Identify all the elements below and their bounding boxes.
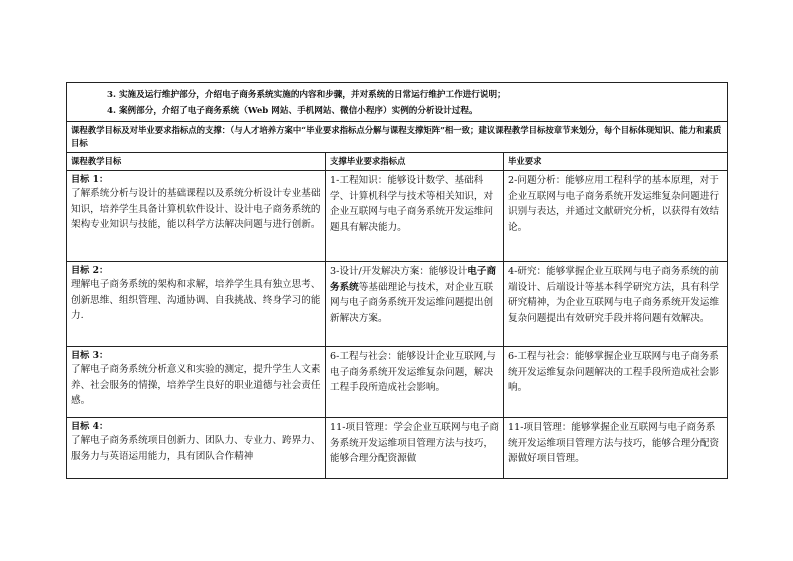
header-row	[67, 152, 727, 170]
objective-label: 目标 2：	[71, 265, 109, 276]
indicator-text-bold: 电子商务系统	[330, 266, 497, 293]
indicator-text-post: 等基础理论与技术，对企业互联网与电子商务系统开发运维问题提出创新解决方案。	[330, 281, 494, 324]
indicator-text-pre: 3-设计/开发解决方案：能够设计	[330, 266, 468, 277]
header-objective: 课程教学目标	[71, 156, 122, 166]
table-row	[67, 170, 727, 261]
requirement-cell	[503, 171, 727, 261]
intro-line-3: 3. 实施及运行维护部分，介绍电子商务系统实施的内容和步骤，并对系统的日常运行维护工作进行说明；	[107, 90, 506, 100]
requirement-cell	[503, 347, 727, 417]
objective-cell	[67, 262, 325, 346]
objectives-intro-text: 课程教学目标及对毕业要求指标点的支撑：（与人才培养方案中“毕业要求指标点分解与课程支撑矩阵”相一致；建议课程教学目标按章节来划分，每个目标体现知识、能力和素质目标	[71, 125, 722, 148]
requirement-cell	[503, 262, 727, 346]
indicator-cell	[325, 347, 503, 417]
objective-text: 理解电子商务系统的架构和求解，培养学生具有独立思考、创新思维、组织管理、沟通协调、自我挑战、终身学习的能力.	[71, 279, 321, 322]
objective-cell	[67, 418, 325, 478]
requirement-text: 2-问题分析：能够应用工程科学的基本原理，对于企业互联网与电子商务系统开发运维复杂问题进行识别与表达，并通过文献研究分析，以获得有效结论。	[508, 175, 720, 233]
objective-cell	[67, 171, 325, 261]
indicator-cell	[325, 171, 503, 261]
intro-row	[67, 83, 727, 121]
objective-text: 了解电子商务系统项目创新力、团队力、专业力、跨界力、服务力与英语运用能力，具有团队合作精神	[71, 435, 321, 462]
intro-block	[67, 83, 506, 121]
indicator-cell	[325, 418, 503, 478]
table-row	[67, 261, 727, 346]
indicator-text: 11-项目管理：学会企业互联网与电子商务系统开发运维项目管理方法与技巧，能够合理分配资源做	[330, 422, 499, 465]
indicator-text	[330, 264, 499, 326]
table-row	[67, 346, 727, 417]
objective-text: 了解系统分析与设计的基础课程以及系统分析设计专业基础知识，培养学生具备计算机软件设计、设计电子商务系统的架构专业知识与技能，能以科学方法解决问题与进行创新。	[71, 188, 321, 231]
objective-label: 目标 4：	[71, 421, 109, 432]
intro-line-4: 4. 案例部分，介绍了电子商务系统（Web 网站、手机网站、微信小程序）实例的分析设计过程。	[107, 106, 478, 116]
requirement-text: 4-研究：能够掌握企业互联网与电子商务系统的前端设计、后端设计等基本科学研究方法，具有科学研究精神，为企业互联网与电子商务系统开发运维复杂问题提出有效研究手段并将问题有效解决。	[508, 266, 720, 324]
indicator-text: 6-工程与社会：能够设计企业互联网,与电子商务系统开发运维复杂问题，解决工程手段所造成社会影响。	[330, 351, 496, 394]
course-objectives-table	[66, 82, 728, 479]
requirement-text: 11-项目管理：能够掌握企业互联网与电子商务系统开发运维项目管理方法与技巧，能够合理分配资源做好项目管理。	[508, 422, 720, 465]
indicator-text: 1-工程知识：能够设计数学、基础科学、计算机科学与技术等相关知识，对企业互联网与电子商务系统开发运维问题具有解决能力。	[330, 175, 494, 233]
requirement-text: 6-工程与社会：能够掌握企业互联网与电子商务系统开发运维复杂问题解决的工程手段所造成社会影响。	[508, 351, 720, 394]
objective-text: 了解电子商务系统分析意义和实验的测定，提升学生人文素养、社会服务的情操，培养学生良好的职业道德与社会责任感。	[71, 364, 321, 407]
table-row	[67, 417, 727, 478]
objective-label: 目标 1：	[71, 174, 109, 185]
objectives-intro-row	[67, 121, 727, 152]
header-indicator: 支撑毕业要求指标点	[325, 153, 503, 170]
objective-cell	[67, 347, 325, 417]
objective-label: 目标 3：	[71, 350, 109, 361]
indicator-cell	[325, 262, 503, 346]
header-requirement: 毕业要求	[503, 153, 727, 170]
requirement-cell	[503, 418, 727, 478]
